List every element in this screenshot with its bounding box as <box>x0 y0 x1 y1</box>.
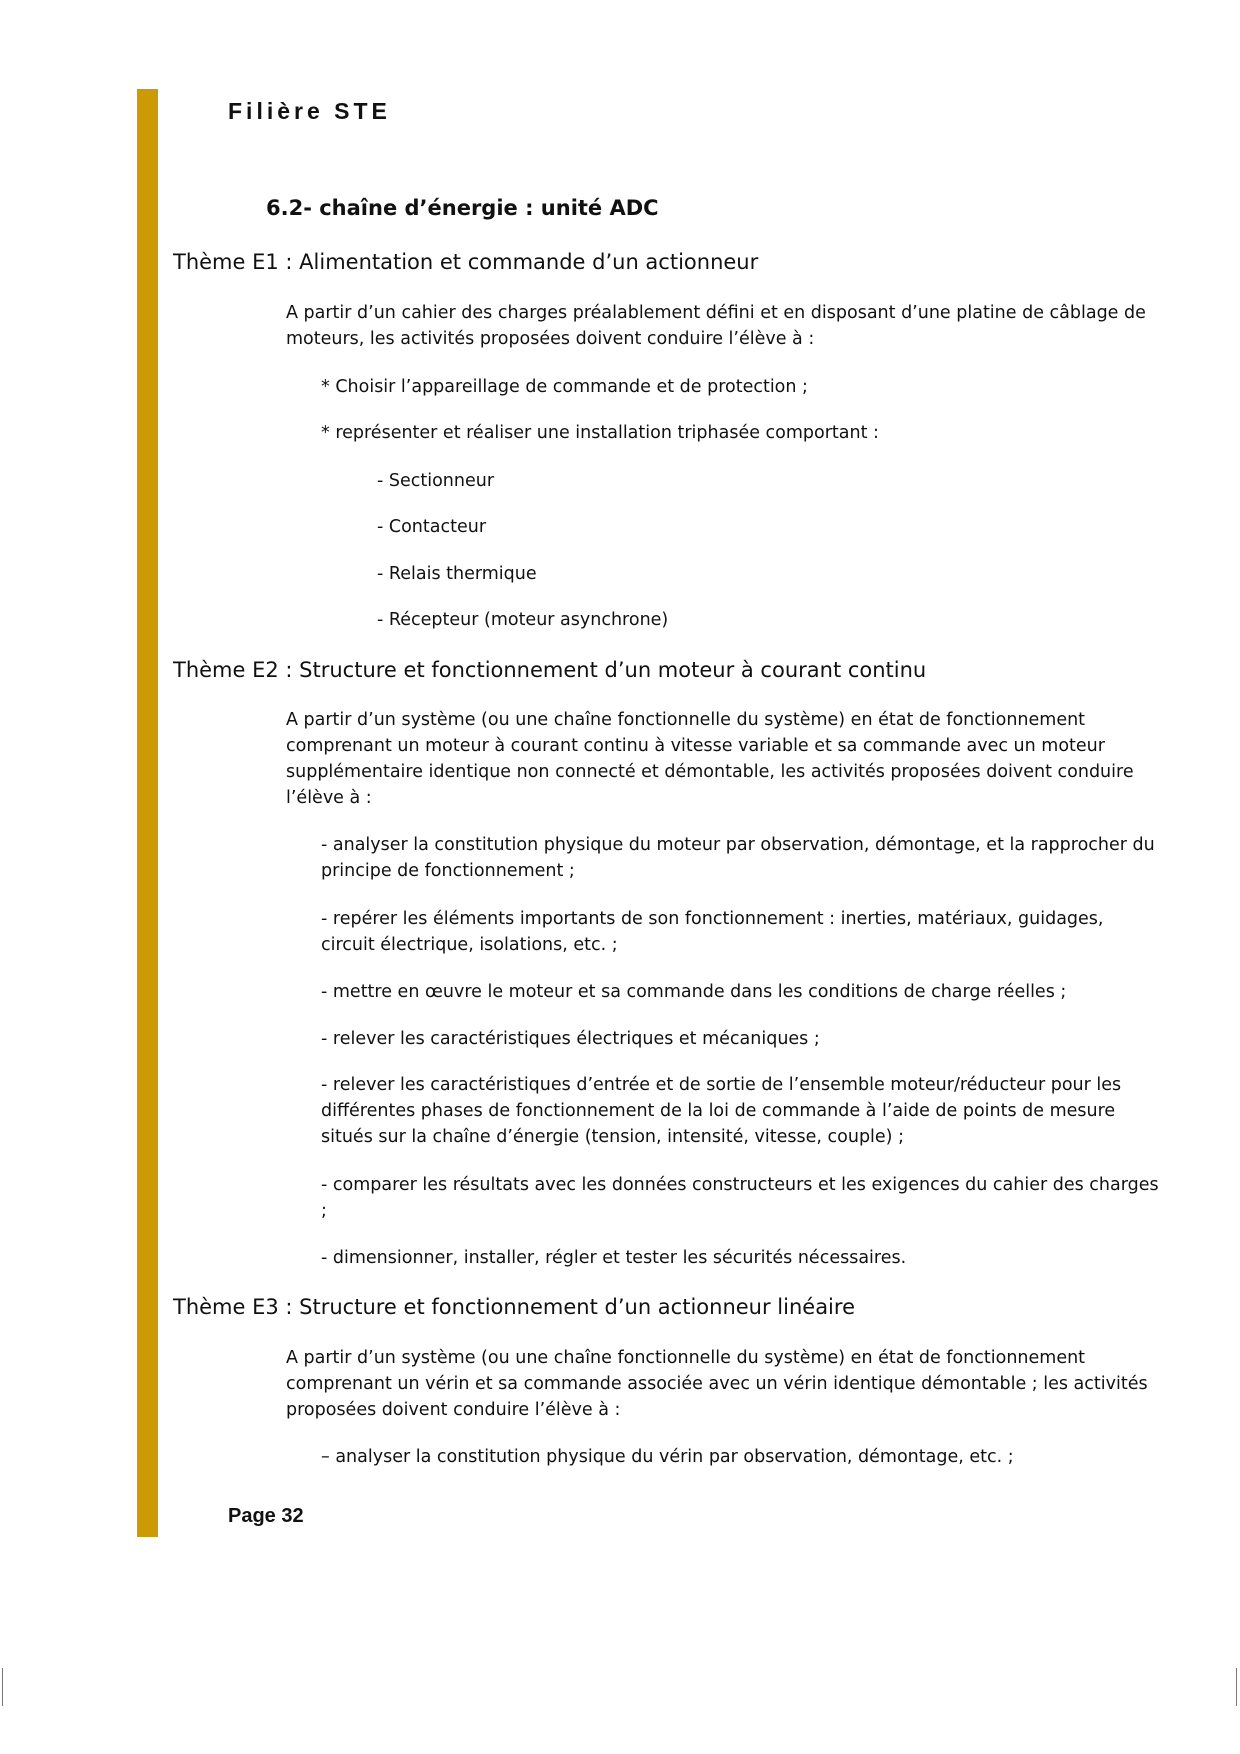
theme-e2-item: - relever les caractéristiques d’entrée et de sortie de l’ensemble moteur/réducteur pour les différentes phases de fonctionnement de la loi de commande à l’aide de points de mesure situés sur la chaîne d’énergie (tension, intensité, vitesse, couple) ; <box>321 1075 1122 1147</box>
theme-e2-item: - relever les caractéristiques électriques et mécaniques ; <box>321 1029 820 1049</box>
section-title: 6.2- chaîne d’énergie : unité ADC <box>266 196 659 220</box>
document-header: Filière STE <box>228 98 391 124</box>
crop-mark-right <box>1236 1668 1237 1706</box>
theme-e2-item: - repérer les éléments importants de son fonctionnement : inerties, matériaux, guidages, circuit électrique, isolations, etc. ; <box>321 909 1104 955</box>
sidebar-accent-bar <box>137 89 158 1537</box>
theme-e3-intro: A partir d’un système (ou une chaîne fonctionnelle du système) en état de fonctionnement comprenant un vérin et sa commande associée avec un vérin identique démontable ; les activités proposées doivent conduire l’élève à : <box>286 1348 1148 1420</box>
theme-e1-subitem: - Contacteur <box>377 517 487 537</box>
theme-e1-subitem: - Récepteur (moteur asynchrone) <box>377 610 669 630</box>
theme-e1-item: * Choisir l’appareillage de commande et de protection ; <box>321 377 808 397</box>
page-number: Page 32 <box>228 1505 304 1527</box>
theme-e2-intro: A partir d’un système (ou une chaîne fonctionnelle du système) en état de fonctionnement comprenant un moteur à courant continu à vitesse variable et sa commande avec un moteur supplémentaire identique non connecté et démontable, les activités proposées doivent conduire l’élève à : <box>286 710 1134 808</box>
theme-e1-subitem: - Sectionneur <box>377 471 495 491</box>
theme-e2-item: - mettre en œuvre le moteur et sa commande dans les conditions de charge réelles ; <box>321 982 1067 1002</box>
theme-e3-title: Thème E3 : Structure et fonctionnement d’un actionneur linéaire <box>173 1295 855 1319</box>
theme-e3-item: – analyser la constitution physique du vérin par observation, démontage, etc. ; <box>321 1447 1014 1467</box>
theme-e2-item: - analyser la constitution physique du moteur par observation, démontage, et la rapprocher du principe de fonctionnement ; <box>321 835 1155 881</box>
theme-e2-item: - dimensionner, installer, régler et tester les sécurités nécessaires. <box>321 1248 907 1268</box>
theme-e2-item: - comparer les résultats avec les données constructeurs et les exigences du cahier des charges ; <box>321 1175 1159 1221</box>
theme-e1-title: Thème E1 : Alimentation et commande d’un actionneur <box>173 250 759 274</box>
theme-e1-subitem: - Relais thermique <box>377 564 537 584</box>
theme-e1-item: * représenter et réaliser une installation triphasée comportant : <box>321 423 879 443</box>
crop-mark-left <box>2 1668 3 1706</box>
theme-e2-title: Thème E2 : Structure et fonctionnement d’un moteur à courant continu <box>173 658 927 682</box>
theme-e1-intro: A partir d’un cahier des charges préalablement défini et en disposant d’une platine de câblage de moteurs, les activités proposées doivent conduire l’élève à : <box>286 303 1146 349</box>
